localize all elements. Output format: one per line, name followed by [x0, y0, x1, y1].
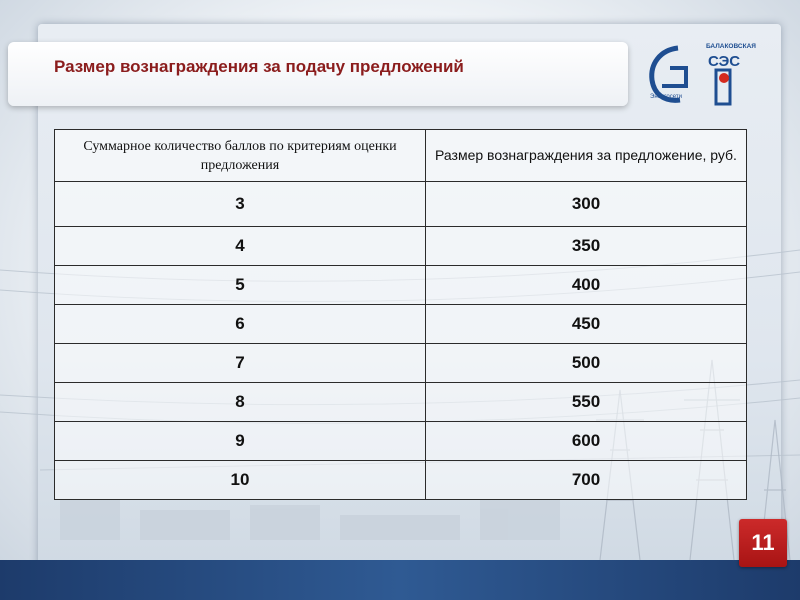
energoseti-logo-icon	[650, 48, 686, 100]
logo-wordmark: Энергосети	[650, 94, 682, 100]
cell-points: 9	[55, 422, 426, 461]
table-header-row	[55, 130, 747, 182]
cell-reward: 600	[426, 422, 747, 461]
table-row	[55, 227, 747, 266]
cell-points: 4	[55, 227, 426, 266]
page-number: 11	[751, 530, 775, 555]
logo-red-dot	[719, 73, 729, 83]
cell-reward: 500	[426, 344, 747, 383]
cell-reward: 450	[426, 305, 747, 344]
header-reward: Размер вознаграждения за предложение, руб.	[426, 130, 747, 182]
table-row	[55, 461, 747, 500]
table-row	[55, 422, 747, 461]
cell-reward: 700	[426, 461, 747, 500]
cell-reward: 350	[426, 227, 747, 266]
cell-points: 3	[55, 182, 426, 227]
table-row	[55, 305, 747, 344]
company-logo	[640, 38, 758, 110]
cell-points: 7	[55, 344, 426, 383]
cell-points: 5	[55, 266, 426, 305]
cell-reward: 400	[426, 266, 747, 305]
cell-reward: 300	[426, 182, 747, 227]
table-row	[55, 383, 747, 422]
cell-points: 6	[55, 305, 426, 344]
page-number-badge	[739, 519, 787, 567]
logo-initials: СЭС	[708, 53, 741, 70]
header-points: Суммарное количество баллов по критериям оценки предложения	[55, 130, 426, 182]
slide-title: Размер вознаграждения за подачу предложений	[54, 57, 464, 76]
cell-reward: 550	[426, 383, 747, 422]
cell-points: 10	[55, 461, 426, 500]
cell-points: 8	[55, 383, 426, 422]
logo-caption: БАЛАКОВСКАЯ	[706, 43, 756, 50]
table-row	[55, 182, 747, 227]
table-row	[55, 344, 747, 383]
table-row	[55, 266, 747, 305]
reward-table	[54, 129, 747, 500]
